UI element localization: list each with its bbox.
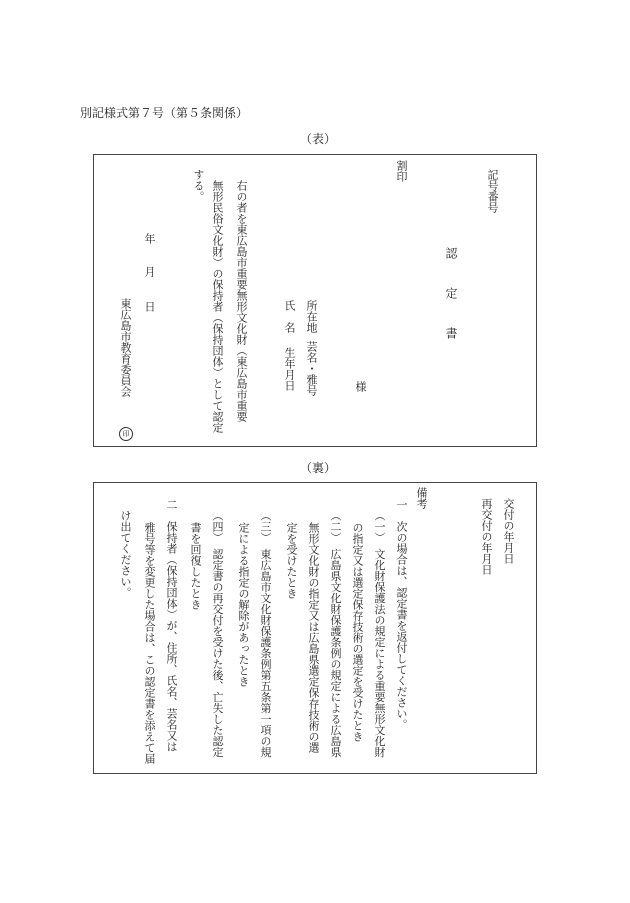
note-line: （一） 文化財保護法の規定による重要無形文化財 <box>373 510 386 758</box>
honorific: 様 <box>354 381 367 392</box>
reissue-date-label: 再交付の年月日 <box>480 498 493 575</box>
field-stage-name: 芸名・雅号 <box>305 341 318 396</box>
issuer-seal: 印 <box>119 421 133 441</box>
back-certificate-frame <box>93 482 537 774</box>
note-line: 一 次の場合は、認定書を返付してください。 <box>395 499 408 730</box>
notes-heading: 備考 <box>415 487 428 509</box>
date-year: 年 <box>143 233 156 244</box>
note-line: け出てください。 <box>119 510 132 598</box>
note-line: 無形文化財の指定又は広島県選定保存技術の選 <box>307 522 320 753</box>
front-body-line-1: 右の者を東広島市重要無形文化財（東広島市重要 <box>235 180 248 422</box>
front-certificate-frame <box>93 154 537 447</box>
note-line: の指定又は選定保存技術の選定を受けたとき <box>351 522 364 742</box>
field-birthdate: 生年月日 <box>283 347 296 391</box>
field-name: 氏 名 <box>283 300 296 333</box>
note-line: 定を受けたとき <box>285 522 298 599</box>
certificate-title: 認定書 <box>444 247 458 367</box>
front-label: （表） <box>300 132 337 146</box>
front-body-line-2: 無形民俗文化財）の保持者（保持団体）として認定 <box>211 180 224 433</box>
front-body-line-3: する。 <box>192 169 205 202</box>
back-label: （裏） <box>300 461 337 475</box>
note-line: 二 保持者（保持団体）が、住所、氏名、芸名又は <box>165 499 178 752</box>
record-number-label: 記号番号 <box>486 169 499 213</box>
issuer-name: 東広島市教育委員会 <box>119 298 132 397</box>
note-line: 雅号等を変更した場合は、この認定書を添えて届 <box>143 522 156 764</box>
split-seal-label: 割印 <box>395 160 408 182</box>
note-line: （三） 東広島市文化財保護条例第五条第一項の規 <box>259 510 272 758</box>
issue-date-label: 交付の年月日 <box>502 498 515 564</box>
note-line: 書を回復したとき <box>189 522 202 610</box>
form-title: 別記様式第７号（第５条関係） <box>80 106 249 120</box>
field-address: 所在地 <box>305 300 318 333</box>
note-line: 定による指定の解除があったとき <box>237 522 250 687</box>
note-line: （二） 広島県文化財保護条例の規定による広島県 <box>329 510 342 758</box>
note-line: （四） 認定書の再交付を受けた後、亡失した認定 <box>211 510 224 758</box>
date-month: 月 <box>143 266 156 277</box>
date-day: 日 <box>143 301 156 312</box>
